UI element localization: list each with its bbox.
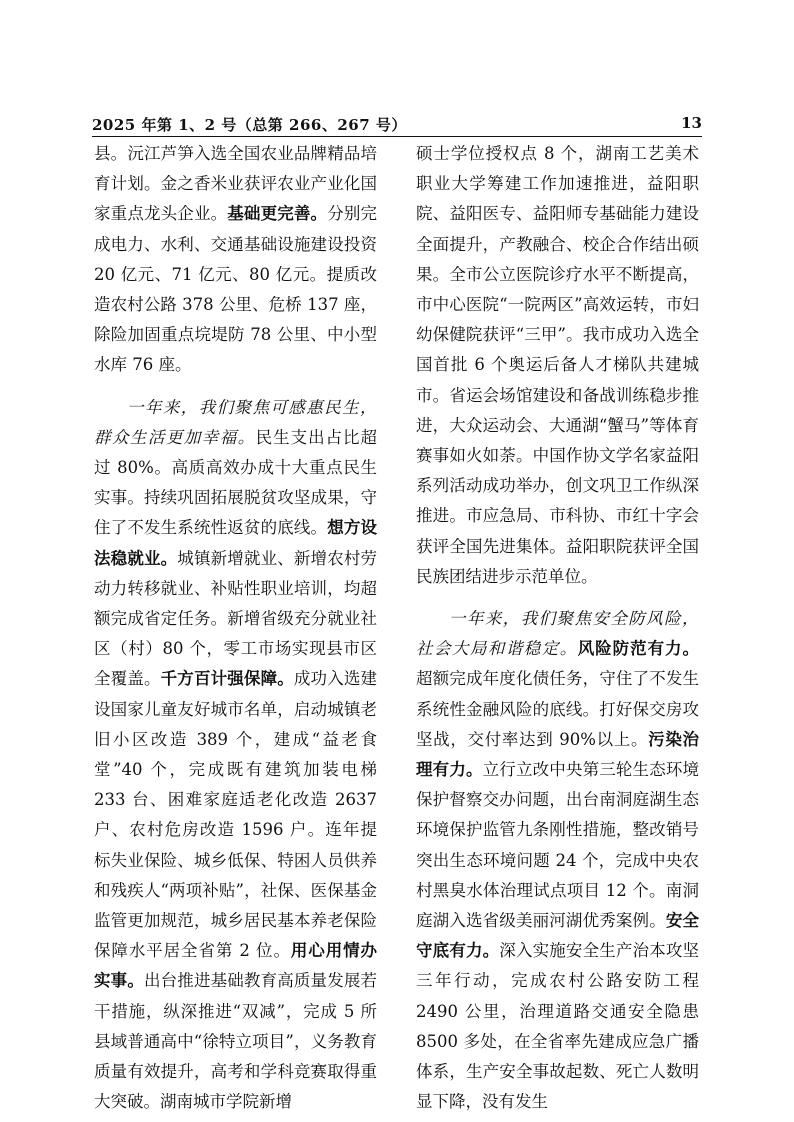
page-number: 13 xyxy=(681,114,702,132)
bold-heading-security: 千方百计强保障。 xyxy=(160,669,294,689)
text-run: 成功入选建设国家儿童友好城市名单，启动城镇老旧小区改造 389 个，建成“益老食堂”40 个，完成既有建筑加装电梯 233 台、困难家庭适老化改造 2637 户、农村危房改造 1596 户。连年提标失业保险、城乡低保、特困人员供养和残疾人“两项补贴”，社保、医保基金监管更加规范，城乡居民基本养老保险保障水平居全省第 2 位。 xyxy=(94,669,377,961)
bold-heading-employment: 想方设法稳就业。 xyxy=(94,518,377,568)
text-run: 城镇新增就业、新增农村劳动力转移就业、补贴性职业培训，均超额完成省定任务。新增省级充分就业社区（村）80 个，零工市场实现县市区全覆盖。 xyxy=(94,548,377,689)
issue-label: 2025 年第 1、2 号（总第 266、267 号） xyxy=(92,116,407,134)
text-run: 民生支出占比超过 80%。高质高效办成十大重点民生实事。持续巩固拓展脱贫攻坚成果，守住了不发生系统性返贫的底线。 xyxy=(94,427,378,538)
text-run: 超额完成年度化债任务，守住了不发生系统性金融风险的底线。打好保交房攻坚战，交付率达到 90%以上。 xyxy=(416,669,699,749)
running-header xyxy=(92,112,702,137)
lead-sentence-livelihood: 一年来，我们聚焦可感惠民生，群众生活更加幸福。 xyxy=(94,397,377,447)
paragraph-education-continued xyxy=(416,139,699,592)
bold-heading-infrastructure: 基础更完善。 xyxy=(227,204,328,224)
paragraph-livelihood xyxy=(94,393,377,1118)
left-column xyxy=(94,139,377,1118)
paragraph-safety xyxy=(416,604,699,1117)
text-run: 分别完成电力、水利、交通基础设施建设投资 20 亿元、71 亿元、80 亿元。提质改造农村公路 378 公里、危桥 137 座，除险加固重点垸堤防 78 公里、中小型水库 76 座。 xyxy=(94,204,377,375)
text-run: 出台推进基础教育高质量发展若干措施，纵深推进“双减”，完成 5 所县域普通高中“徐特立项目”，义务教育质量有效提升，高考和学科竞赛取得重大突破。湖南城市学院新增 xyxy=(94,971,377,1112)
right-column xyxy=(416,139,699,1118)
paragraph-infrastructure xyxy=(94,139,377,381)
bold-heading-risk: 风险防范有力。 xyxy=(577,639,700,659)
bold-heading-pollution: 污染治理有力。 xyxy=(416,729,699,780)
text-run: 硕士学位授权点 8 个，湖南工艺美术职业大学筹建工作加速推进，益阳职院、益阳医专、益阳师专基础能力建设全面提升，产教融合、校企合作结出硕果。全市公立医院诊疗水平不断提高，市中心医院“一院两区”高效运转，市妇幼保健院获评“三甲”。我市成功入选全国首批 6 个奥运后备人才梯队共建城市。省运会场馆建设和备战训练稳步推进，大众运动会、大通湖“蟹马”等体育赛事如火如荼。中国作协文学名家益阳系列活动成功举办，创文巩卫工作纵深推进。市应急局、市科协、市红十字会获评全国先进集体。益阳职院获评全国民族团结进步示范单位。 xyxy=(416,144,699,586)
bold-heading-practical: 用心用情办实事。 xyxy=(94,941,377,991)
bold-heading-safety: 安全守底有力。 xyxy=(416,911,699,961)
text-run: 县。沅江芦笋入选全国农业品牌精品培育计划。金之香米业获评农业产业化国家重点龙头企业。 xyxy=(94,144,377,224)
text-run: 立行立改中央第三轮生态环境保护督察交办问题，出台南洞庭湖生态环境保护监管九条刚性措施，整改销号突出生态环境问题 24 个，完成中央农村黑臭水体治理试点项目 12 个。南洞庭湖入选省级美丽河湖优秀案例。 xyxy=(416,760,699,931)
text-run: 深入实施安全生产治本攻坚三年行动，完成农村公路安防工程 2490 公里，治理道路交通安全隐患 8500 多处，在全省率先建成应急广播体系，生产安全事故起数、死亡人数明显下降，没有发生 xyxy=(416,941,699,1112)
lead-sentence-safety: 一年来，我们聚焦安全防风险，社会大局和谐稳定。 xyxy=(416,609,699,659)
